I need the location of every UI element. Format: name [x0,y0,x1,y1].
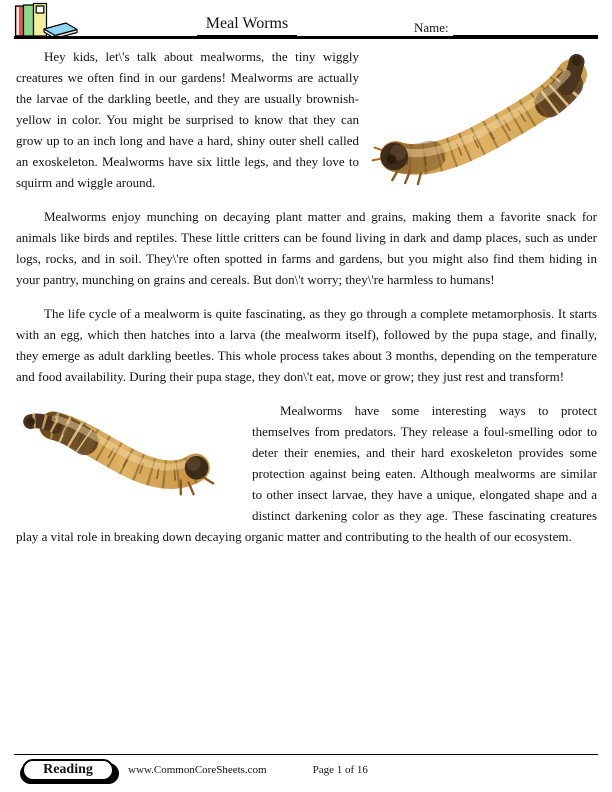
name-field [414,20,598,36]
category-badge [22,759,114,781]
name-label: Name: [414,20,449,35]
mealworm-side-illustration [16,402,216,512]
paragraph-3: The life cycle of a mealworm is quite fascinating, as they go through a complete metamorphosis. It starts with an egg, which then hatches into a larva (the mealworm itself), followed by the pupa stage, and finally, they emerge as adult darkling beetles. This whole process takes about 3 months, depending on the temperature and food availability. During their pupa stage, they don\'t eat, move or grow; they just rest and transform! [16,306,597,384]
mealworm-image-1 [367,48,597,188]
paragraph-4: Mealworms have some interesting ways to protect themselves from predators. They release a foul-smelling odor to deter their enemies, and their hard exoskeleton provides some protection against being eaten. Although mealworms are similar to other insect larvae, they have a unique, elongated shape and a distinct darkening color as they age. These fascinating creatures play a vital role in breaking down decaying organic matter and contributing to the health of our ecosystem. [16,403,597,544]
mealworm-image-2 [16,402,216,512]
books-logo-icon [14,2,80,39]
paragraph-block-1 [16,46,597,206]
page-title: Meal Worms [197,15,297,36]
books-logo-icon [14,2,80,39]
footer-row [14,755,598,785]
category-badge-label: Reading [22,759,114,781]
paragraph-2: Mealworms enjoy munching on decaying plant matter and grains, making them a favorite snack for animals like birds and reptiles. These little critters can be found living in dark and damp places, such as under logs, rocks, and in soil. They\'re often spotted in farms and gardens, but you might also find them hiding in your pantry, munching on grains and cereals. But don\'t worry; they\'re harmless to humans! [16,209,597,287]
page-number: Page 1 of 16 [312,764,368,776]
header-rule [14,36,598,39]
website-text: www.CommonCoreSheets.com [128,764,267,776]
page-footer [14,754,598,785]
title-zone [147,15,347,36]
paragraph-block-4 [16,400,597,560]
page-header [14,0,598,38]
paragraph-1: Hey kids, let\'s talk about mealworms, the tiny wiggly creatures we often find in our gardens! Mealworms are actually the larvae of the darkling beetle, and they are usually brownish-yellow in color. You might be surprised to know that they can grow up to an inch long and have a hard, shiny outer shell called an exoskeleton. Mealworms have six little legs, and they love to squirm and wiggle around. [16,49,359,190]
name-blank-line[interactable] [453,20,598,36]
mealworm-curved-illustration [367,48,597,188]
article-body [16,46,597,560]
